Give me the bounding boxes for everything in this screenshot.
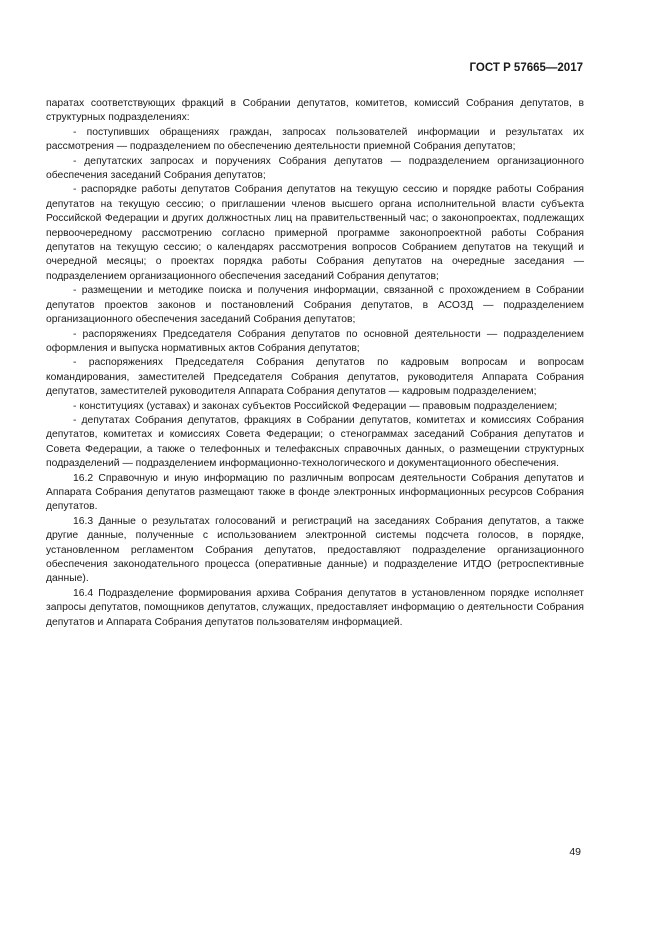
list-item: - размещении и методике поиска и получения информации, связанной с прохождением в Собрании депутатов проектов законов и постановлений Собрания депутатов, в АСОЗД — подразделением организационного обеспечения заседаний Собрания депутатов;: [46, 285, 584, 326]
section-16-2: 16.2 Справочную и иную информацию по различным вопросам деятельности Собрания депутатов и Аппарата Собрания депутатов размещают также в фонде электронных информационных ресурсов Собрания депутатов.: [46, 472, 584, 513]
list-item: - распоряжениях Председателя Собрания депутатов по основной деятельности — подразделением оформления и выпуска нормативных актов Собрания депутатов;: [46, 328, 584, 354]
document-code: ГОСТ Р 57665—2017: [469, 62, 583, 74]
list-item: - депутатах Собрания депутатов, фракциях в Собрании депутатов, комитетах и комиссиях Собрания депутатов, комитетах и комиссиях Совета Федерации; о стенограммах заседаний Собрания депутатов и Совета Федерации, а также о телефонных и телефаксных справочных данных, о размещении структурных подразделений — подразделением информационно-технологического и документационного обеспечения.: [46, 414, 584, 470]
list-item: - поступивших обращениях граждан, запросах пользователей информации и результатах их рассмотрения — подразделением по обеспечению деятельности приемной Собрания депутатов;: [46, 126, 584, 153]
section-16-3: 16.3 Данные о результатах голосований и регистраций на заседаниях Собрания депутатов, а также другие данные, полученные с использованием электронной системы подсчета голосов, в порядке, установленном регламентом Собрания депутатов, предоставляют подразделение организационного обеспечения законодательного процесса (оперативные данные) и подразделение ИТДО (ретроспективные данные).: [46, 515, 584, 585]
document-body: [46, 97, 584, 630]
page-number: 49: [569, 846, 581, 858]
list-item: - конституциях (уставах) и законах субъектов Российской Федерации — правовым подразделением;: [73, 400, 558, 412]
list-item: - депутатских запросах и поручениях Собрания депутатов — подразделением организационного обеспечения заседаний Собрания депутатов;: [46, 155, 584, 182]
list-item: - распоряжениях Председателя Собрания депутатов по кадровым вопросам и вопросам командирования, заместителей Председателя Собрания депутатов, руководителя Аппарата Собрания депутатов, заместителей руководителя Аппарата Собрания депутатов — кадровым подразделением;: [46, 357, 584, 398]
list-item: - распорядке работы депутатов Собрания депутатов на текущую сессию и порядке работы Собрания депутатов на текущую сессию; о приглашении членов высшего органа исполнительной власти субъекта Российской Федерации и других должностных лиц на правительственный час; о законопроектах, подлежащих первоочередному рассмотрению согласно примерной программе законопроектной работы Собрания депутатов на текущую сессию; о календарях рассмотрения вопросов Собранием депутатов на текущий и очередной месяцы; о проектах порядка работы Собрания депутатов на очередные заседания — подразделением организационного обеспечения заседаний Собрания депутатов;: [46, 184, 584, 282]
section-16-4: 16.4 Подразделение формирования архива Собрания депутатов в установленном порядке исполняет запросы депутатов, помощников депутатов, служащих, предоставляет информацию о деятельности Собрания депутатов и Аппарата Собрания депутатов пользователям информацией.: [46, 587, 584, 628]
paragraph: паратах соответствующих фракций в Собрании депутатов, комитетов, комиссий Собрания депутатов, в структурных подразделениях:: [46, 98, 584, 124]
